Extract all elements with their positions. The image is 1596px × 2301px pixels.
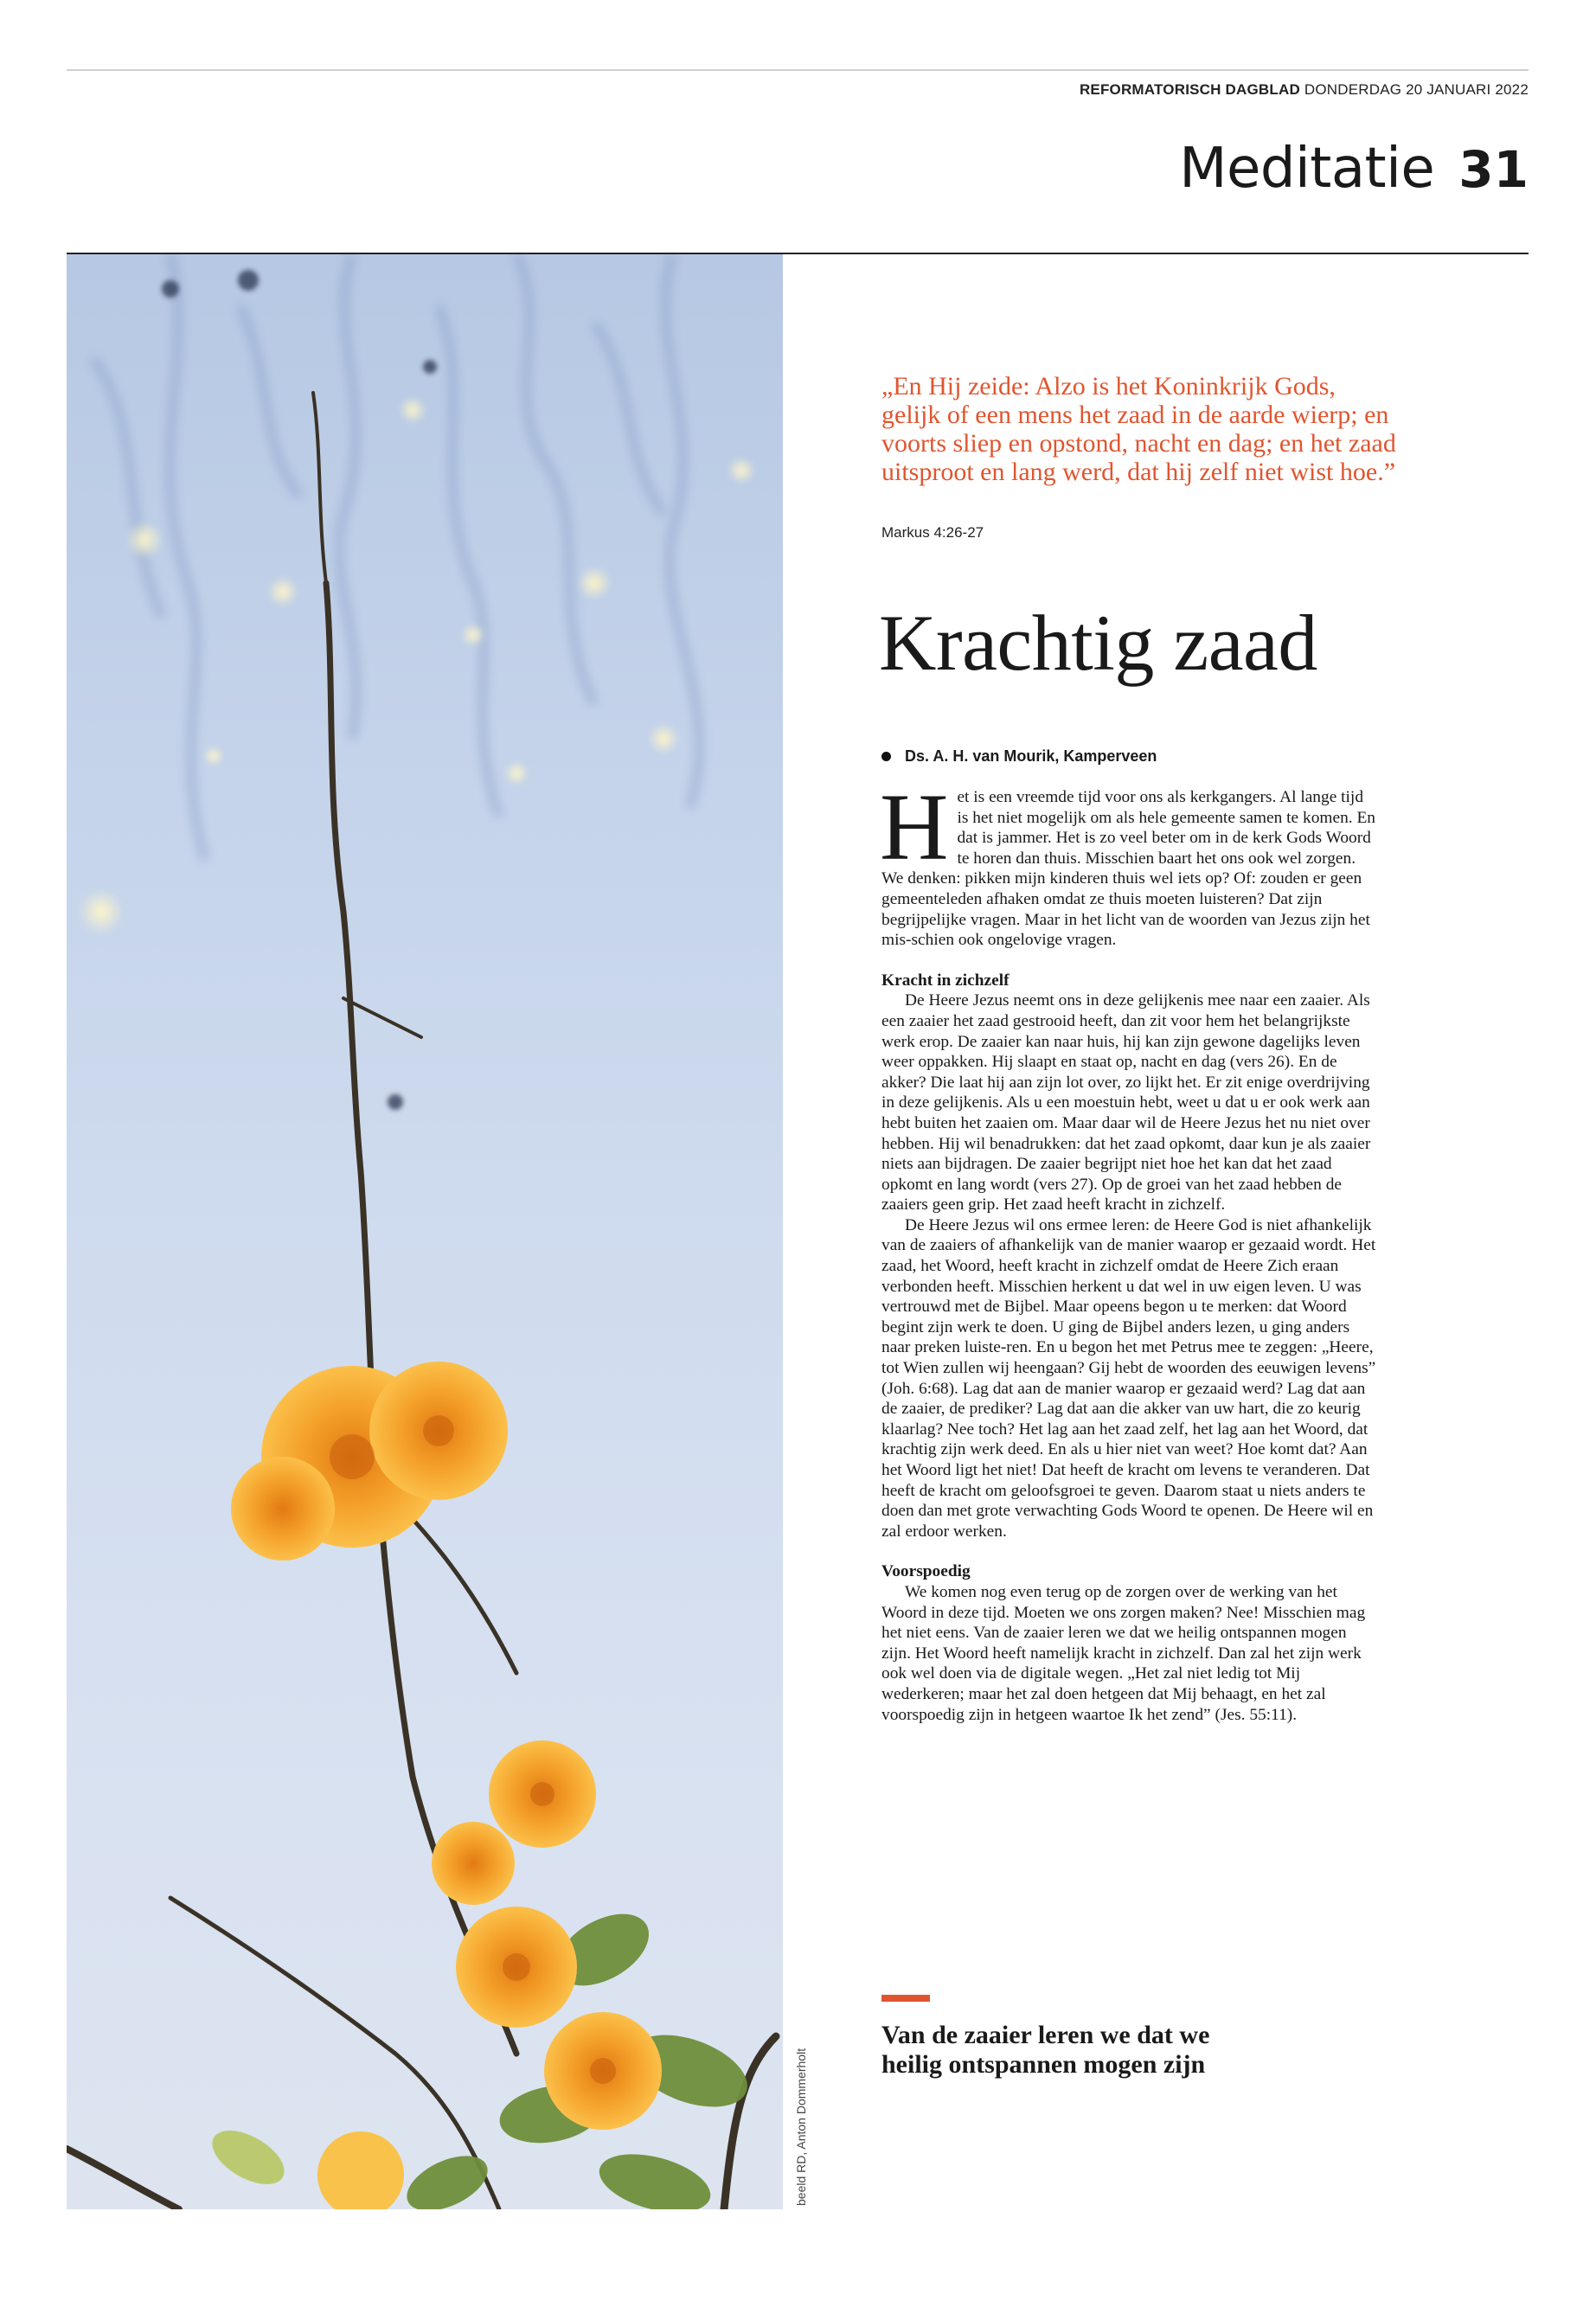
masthead-paper: REFORMATORISCH DAGBLAD bbox=[1079, 81, 1300, 98]
page-number: 31 bbox=[1458, 140, 1529, 199]
pullquote-accent-bar bbox=[881, 1995, 930, 2002]
byline-bullet-icon bbox=[881, 752, 891, 761]
article-body bbox=[880, 774, 1376, 1725]
flower-illustration bbox=[67, 254, 783, 2209]
photo-credit: beeld RD, Anton Dommerholt bbox=[794, 2048, 808, 2206]
dropcap: H bbox=[880, 774, 949, 880]
intro-text: et is een vreemde tijd voor ons als kerkgangers. Al lange tijd is het niet mogelijk om als hele gemeente samen te komen. En dat is jammer. Het is zo veel beter om in de kerk Gods Woord te horen dan thuis. Misschien baart het ons ook wel zorgen. We denken: pikken mijn kinderen thuis wel iets op? Of: zouden er geen gemeenteleden afhaken omdat ze thuis moeten luisteren? Dat zijn begrijpelijke vragen. Maar in het licht van de woorden van Jezus zijn het mis-schien ook ongelovige vragen. bbox=[881, 788, 1376, 950]
intro-paragraph bbox=[880, 774, 1376, 951]
section-name: Meditatie bbox=[1179, 137, 1435, 201]
pullquote: Van de zaaier leren we dat we heilig ontspannen mogen zijn bbox=[881, 2021, 1210, 2079]
top-rule bbox=[67, 69, 1529, 71]
subheading-voorspoedig: Voorspoedig bbox=[881, 1562, 971, 1581]
bible-reference: Markus 4:26-27 bbox=[881, 524, 984, 541]
body-paragraph: We komen nog even terug op de zorgen over de werking van het Woord in deze tijd. Moeten we ons zorgen maken? Nee! Misschien mag het niet eens. Van de zaaier leren we dat we heilig ontspannen mogen zijn. Het Woord heeft namelijk kracht in zichzelf. Dan zal het zijn werk ook wel doen via de digitale wegen. „Het zal niet ledig tot Mij wederkeren; maar het zal doen hetgeen dat Mij behaagt, en het zal voorspoedig zijn in hetgeen waartoe Ik het zend” (Jes. 55:11). bbox=[881, 1582, 1366, 1724]
byline-author: Ds. A. H. van Mourik, Kamperveen bbox=[905, 747, 1157, 765]
subheading-kracht: Kracht in zichzelf bbox=[881, 971, 1010, 990]
masthead bbox=[1080, 81, 1529, 99]
body-paragraph: De Heere Jezus neemt ons in deze gelijkenis mee naar een zaaier. Als een zaaier het zaad gestrooid heeft, dan zit voor hem het belangrijkste werk erop. De zaaier kan naar huis, hij kan zijn gewone dagelijks leven weer oppakken. Hij slaapt en staat op, nacht en dag (vers 26). En de akker? Die laat hij aan zijn lot over, zo lijkt het. Er zit enige overdrijving in deze gelijkenis. Als u een moestuin hebt, weet u dat u er ook werk aan hebt buiten het zaaien om. Maar daar wil de Heere Jezus het nu niet over hebben. Hij wil benadrukken: dat het zaad opkomt, daar kun je als zaaier niets aan bijdragen. De zaaier begrijpt niet hoe het kan dat het zaad opkomt en lang wordt (vers 27). Op de groei van het zaad hebben de zaaiers geen grip. Het zaad heeft kracht in zichzelf. bbox=[881, 991, 1371, 1215]
byline bbox=[881, 747, 1157, 766]
article-headline: Krachtig zaad bbox=[879, 599, 1317, 687]
body-paragraph: De Heere Jezus wil ons ermee leren: de Heere God is niet afhankelijk van de zaaiers of afhankelijk van de manier waarop er gezaaid wordt. Het zaad, het Woord, heeft kracht in zichzelf omdat de Heere Zich eraan verbonden heeft. Misschien herkent u dat wel in uw eigen leven. U was vertrouwd met de Bijbel. Maar opeens begon u te merken: dat Woord begint zijn werk te doen. U ging de Bijbel anders lezen, u ging anders naar preken luiste-ren. En u begon het met Petrus mee te zeggen: „Heere, tot Wien zullen wij heengaan? Gij hebt de woorden des eeuwigen levens” (Joh. 6:68). Lag dat aan de manier waarop er gezaaid werd? Lag dat aan de zaaier, de prediker? Lag dat aan die akker van uw hart, die zo keurig klaarlag? Nee toch? Het lag aan het zaad zelf, het lag aan het Woord, dat krachtig zijn werk deed. En als u hier niet van weet? Hoe komt dat? Aan het Woord ligt het niet! Dat heeft de kracht om levens te veranderen. Dat heeft de kracht om geloofsgroei te geven. Daarom staat u niets anders te doen dan met grote verwachting Gods Woord te openen. De Heere wil en zal erdoor werken. bbox=[881, 1215, 1376, 1541]
masthead-date: DONDERDAG 20 JANUARI 2022 bbox=[1304, 81, 1529, 98]
flower-photo bbox=[67, 254, 783, 2209]
bible-quote: „En Hij zeide: Alzo is het Koninkrijk Gods, gelijk of een mens het zaad in de aarde wierp; en voorts sliep en opstond, nacht en dag; en het zaad uitsproot en lang werd, dat hij zelf niet wist hoe.” bbox=[881, 372, 1396, 486]
section-header bbox=[1179, 137, 1529, 201]
